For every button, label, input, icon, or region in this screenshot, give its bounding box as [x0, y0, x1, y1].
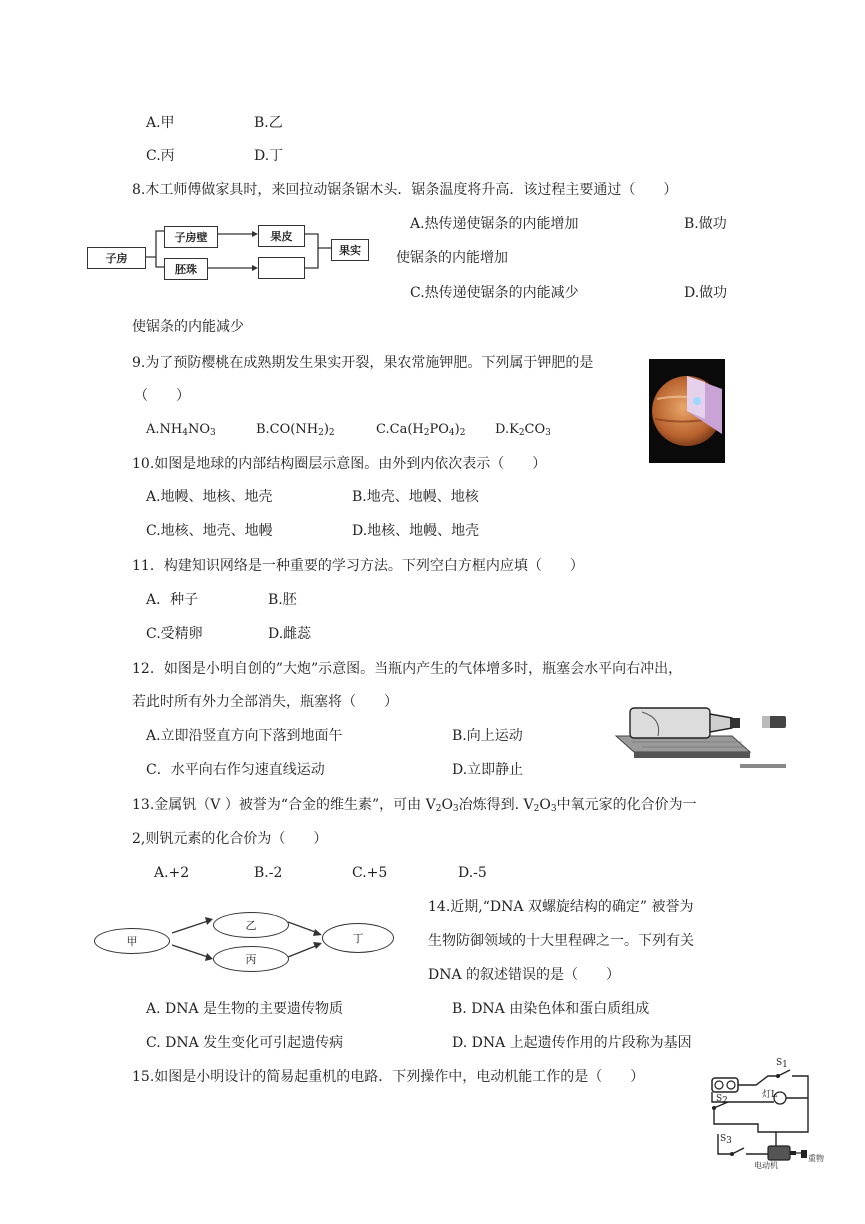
q7-option-a: A.甲 — [146, 115, 175, 131]
oval-ding: 丁 — [322, 923, 394, 953]
oval-bing: 丙 — [213, 946, 289, 972]
q8-option-d: D.做功 — [684, 285, 728, 301]
q14-option-c: C. DNA 发生变化可引起遗传病 — [146, 1035, 344, 1051]
q14-stem-line2: 生物防御领域的十大里程碑之一。下列有关 — [428, 933, 694, 949]
q14-option-d: D. DNA 上起遗传作用的片段称为基因 — [452, 1035, 692, 1051]
box-pericarp: 果皮 — [258, 225, 305, 247]
q10-option-a: A.地幔、地核、地壳 — [146, 489, 273, 505]
label-s3: $S_3$ — [720, 1134, 732, 1146]
q12-stem-line2: 若此时所有外力全部消失，瓶塞将（ ） — [132, 694, 398, 710]
q8-option-b: B.做功 — [684, 216, 727, 232]
q12-option-a: A.立即沿竖直方向下落到地面午 — [146, 728, 343, 744]
q7-option-c: C.丙 — [146, 148, 175, 164]
q13-stem-line1: 13.金属钒（V ）被誉为“合金的维生素”，可由 $V_2O_3$冶炼得到. $V_2O_3$中氧元家的化合价为一 — [132, 797, 697, 814]
q9-option-a: $A.NH_4NO_3$ — [146, 422, 216, 438]
q15-stem: 15.如图是小明设计的简易起重机的电路．下列操作中，电动机能工作的是（ ） — [132, 1069, 645, 1085]
earth-structure-image — [649, 359, 725, 463]
box-blank — [258, 257, 305, 279]
q9-stem: 9.为了预防樱桃在成熟期发生果实开裂，果农常施钾肥。下列属于钾肥的是 — [132, 355, 594, 371]
q14-stem-line3: DNA 的叙述错误的是（ ） — [428, 967, 621, 983]
q13-option-d: D.-5 — [458, 865, 487, 881]
box-ovule: 胚珠 — [164, 258, 208, 280]
oval-jia: 甲 — [94, 928, 170, 954]
q8-option-c: C.热传递使锯条的内能减少 — [410, 285, 579, 301]
crane-circuit-figure — [698, 1058, 828, 1170]
label-weight: 重物 — [808, 1154, 824, 1163]
q11-option-c: C.受精卵 — [146, 626, 203, 642]
q11-option-d: D.雌蕊 — [268, 626, 312, 642]
q12-stem-line1: 12．如图是小明自创的”大炮”示意图。当瓶内产生的气体增多时，瓶塞会水平向右冲出， — [132, 661, 683, 677]
label-lamp: 灯L — [762, 1090, 777, 1100]
q10-stem: 10.如图是地球的内部结构圈层示意图。由外到内依次表示（ ） — [132, 456, 547, 472]
q14-option-b: B. DNA 由染色体和蛋白质组成 — [452, 1001, 650, 1017]
q13-option-c: C.+5 — [352, 865, 388, 881]
q13-option-b: B.-2 — [254, 865, 283, 881]
q10-option-c: C.地核、地壳、地幔 — [146, 523, 273, 539]
q10-option-b: B.地壳、地幔、地核 — [352, 489, 479, 505]
q14-option-a: A. DNA 是生物的主要遗传物质 — [146, 1001, 344, 1017]
q7-option-d: D.丁 — [254, 148, 284, 164]
q9-option-c: $C.Ca(H_2PO_4)_2$ — [376, 422, 466, 438]
q7-option-b: B.乙 — [254, 115, 283, 131]
q12-option-d: D.立即静止 — [452, 762, 524, 778]
q8-option-d-cont: 使锯条的内能减少 — [132, 319, 244, 335]
q8-option-b-cont: 使锯条的内能增加 — [396, 250, 508, 266]
label-s2: $S_2$ — [716, 1094, 728, 1106]
q9-paren: （ ） — [134, 388, 190, 404]
q11-option-a: A．种子 — [146, 592, 199, 608]
q8-stem: 8.木工师傅做家具时，来回拉动锯条锯木头．锯条温度将升高．该过程主要通过（ ） — [132, 182, 678, 198]
q8-option-a: A.热传递使锯条的内能增加 — [410, 216, 579, 232]
q14-stem-line1: 14.近期,“DNA 双螺旋结构的确定” 被誉为 — [428, 899, 694, 915]
q11-option-b: B.胚 — [268, 592, 297, 608]
q9-option-d: $D.K_2CO_3$ — [495, 422, 551, 438]
q10-option-d: D.地核、地幔、地壳 — [352, 523, 480, 539]
q9-option-b: $B.CO(NH_2)_2$ — [256, 422, 335, 438]
box-fruit: 果实 — [331, 239, 369, 261]
box-ovary-wall: 子房壁 — [164, 226, 218, 248]
q12-option-b: B.向上运动 — [452, 728, 523, 744]
q12-option-c: C．水平向右作匀速直线运动 — [146, 762, 325, 778]
label-motor: 电动机 — [754, 1161, 778, 1170]
bottle-cannon-figure — [612, 692, 792, 772]
q13-stem-line2: 2,则钒元素的化合价为（ ） — [132, 831, 328, 847]
q13-option-a: A.+2 — [154, 865, 190, 881]
box-ovary: 子房 — [87, 247, 146, 269]
label-s1: $S_1$ — [776, 1058, 788, 1070]
oval-yi: 乙 — [213, 912, 289, 938]
q11-stem: 11．构建知识网络是一种重要的学习方法。下列空白方框内应填（ ） — [132, 558, 584, 574]
